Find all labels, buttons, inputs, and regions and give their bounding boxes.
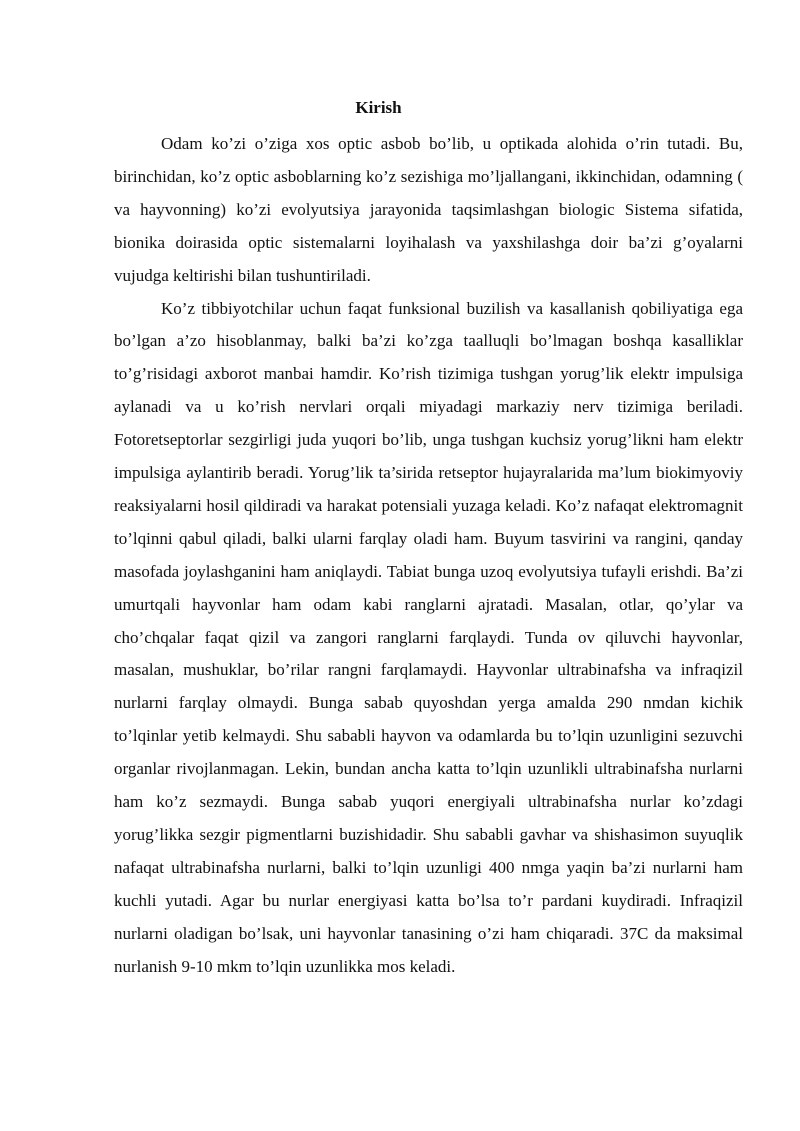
paragraph-eye-physiology: Ko’z tibbiyotchilar uchun faqat funksional buzilish va kasallanish qobiliyatiga ega bo’lgan a’zo hisoblanmay, balki ba’zi ko’zga taalluqli bo’lmagan boshqa kasalliklar to’g’risidagi axborot manbai hamdir. Ko’rish tizimiga tushgan yorug’lik elektr impulsiga aylanadi va u ko’rish nervlari orqali miyadagi markaziy nerv tizimiga beriladi. Fotoretseptorlar sezgirligi juda yuqori bo’lib, unga tushgan kuchsiz yorug’likni ham elektr impulsiga aylantirib beradi. Yorug’lik ta’sirida retseptor hujayralarida ma’lum biokimyoviy reaksiyalarni hosil qildiradi va harakat potensiali yuzaga keladi. Ko’z nafaqat elektromagnit to’lqinni qabul qiladi, balki ularni farqlay oladi ham. Buyum tasvirini va rangini, qanday masofada joylashganini ham aniqlaydi. Tabiat bunga uzoq evolyutsiya tufayli erishdi. Ba’zi umurtqali hayvonlar ham odam kabi ranglarni ajratadi. Masalan, otlar, qo’ylar va cho’chqalar faqat qizil va zangori ranglarni farqlaydi. Tunda ov qiluvchi hayvonlar, masalan, mushuklar, bo’rilar rangni farqlamaydi. Hayvonlar ultrabinafsha va infraqizil nurlarni farqlay olmaydi. Bunga sabab quyoshdan yerga amalda 290 nmdan kichik to’lqinlar yetib kelmaydi. Shu sababli hayvon va odamlarda bu to’lqin uzunligini sezuvchi organlar rivojlanmagan. Lekin, bundan ancha katta to’lqin uzunlikli ultrabinafsha nurlarni ham ko’z sezmaydi. Bunga sabab yuqori energiyali ultrabinafsha nurlar ko’zdagi yorug’likka sezgir pigmentlarni buzishidadir. Shu sababli gavhar va shishasimon suyuqlik nafaqat ultrabinafsha nurlarni, balki to’lqin uzunligi 400 nmga yaqin ba’zi nurlarni ham kuchli yutadi. Agar bu nurlar energiyasi katta bo’lsa to’r pardani kuydiradi. Infraqizil nurlarni oladigan bo’lsak, uni hayvonlar tanasining o’zi ham chiqaradi. 37C da maksimal nurlanish 9-10 mkm to’lqin uzunlikka mos keladi.: [114, 298, 743, 976]
section-heading: Kirish: [355, 98, 402, 117]
paragraph-intro: Odam ko’zi o’ziga xos optic asbob bo’lib, u optikada alohida o’rin tutadi. Bu, birinchidan, ko’z optic asboblarning ko’z sezishiga mo’ljallangani, ikkinchidan, odamning ( va hayvonning) ko’zi evolyutsiya jarayonida taqsimlashgan biologic Sistema sifatida, bionika doirasida optic sistemalarni loyihalash va yaxshilashga doir ba’zi g’oyalarni vujudga keltirishi bilan tushuntiriladi.: [114, 134, 743, 285]
